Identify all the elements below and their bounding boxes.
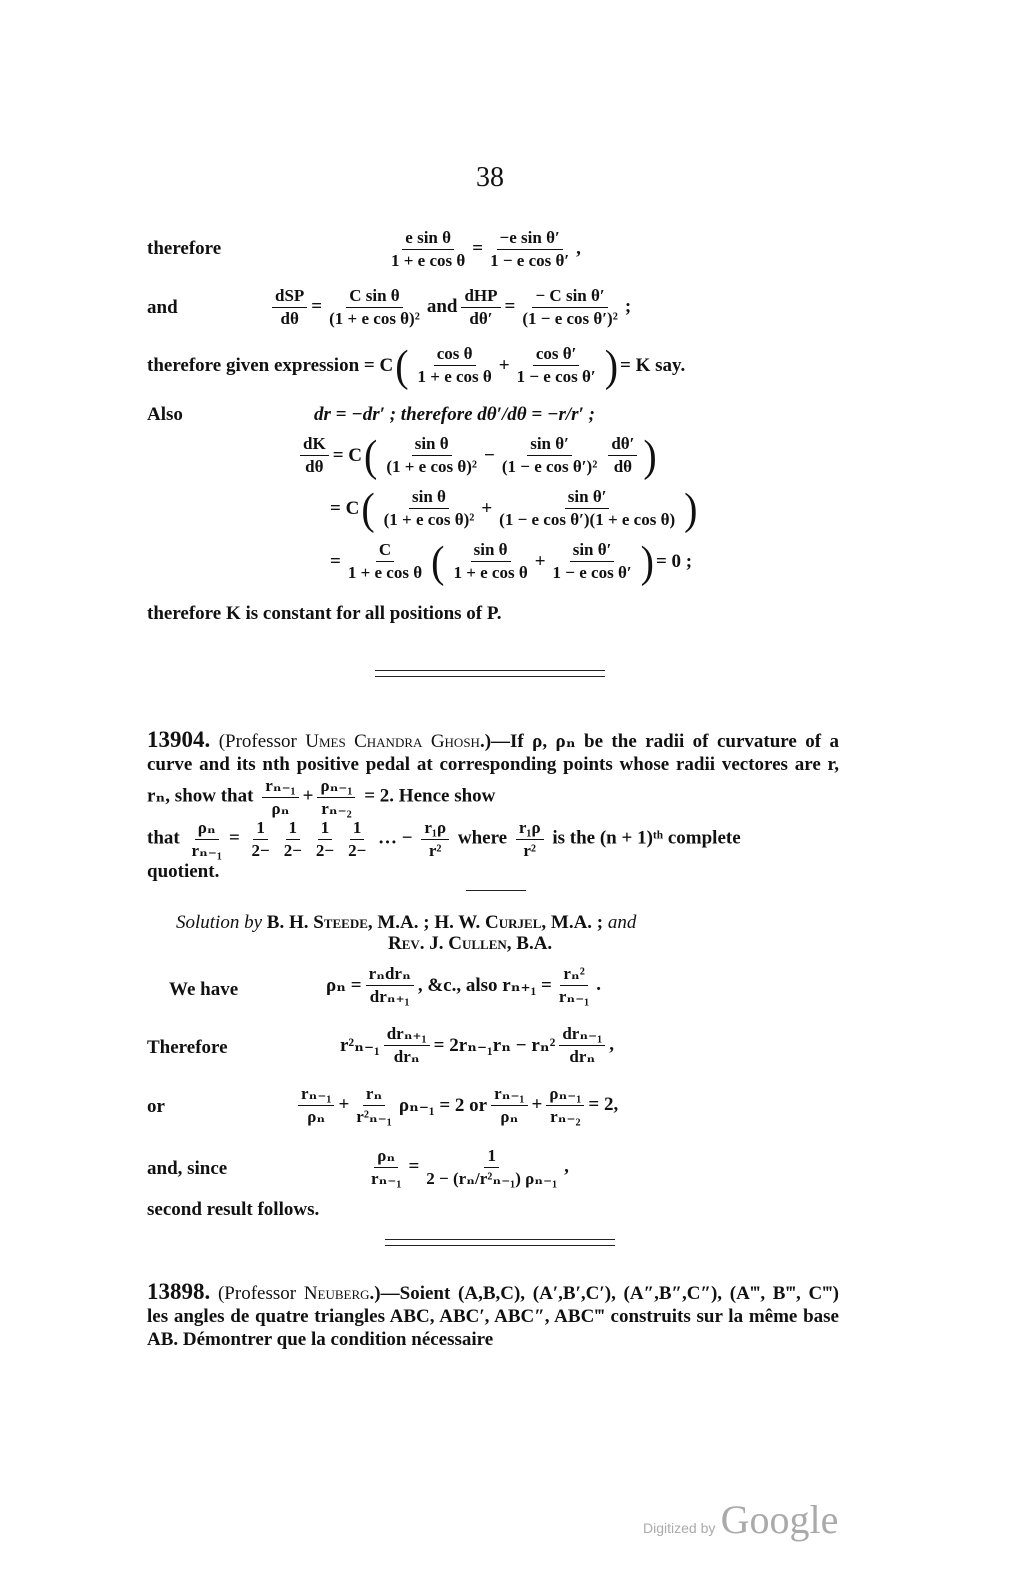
solvers-line2: Rev. J. Cullen, B.A. — [388, 933, 553, 954]
result: = 2, — [588, 1094, 619, 1116]
equation-5 — [296, 432, 659, 479]
lhs: ρₙ = — [326, 974, 362, 996]
conclusion: therefore K is constant for all positions of P. — [147, 603, 502, 624]
num: dSP — [272, 286, 307, 308]
solvers: B. H. Steede, M.A. ; H. W. Curjel, M.A. ; — [266, 912, 604, 933]
author-open: (Professor — [218, 731, 306, 752]
den: 1 − e cos θ′ — [552, 563, 632, 582]
label-also: Also — [147, 404, 183, 425]
label: Therefore — [147, 1037, 228, 1058]
den: r²ₙ₋₁ — [356, 1106, 392, 1126]
eq: = C — [332, 444, 362, 466]
equation-7 — [330, 538, 692, 585]
equation-3 — [147, 342, 685, 389]
num: rₙ² — [560, 964, 587, 986]
dots: … − — [378, 827, 413, 849]
punct: , — [564, 1156, 569, 1178]
section-divider — [385, 1239, 615, 1246]
num: r₁ρ — [516, 818, 544, 840]
label: therefore given expression = C — [147, 354, 394, 376]
author: Neuberg — [303, 1283, 370, 1304]
den: ρₙ — [500, 1106, 519, 1126]
eq: = — [330, 550, 341, 572]
plus: + — [534, 550, 546, 572]
text: is the (n + 1)ᵗʰ complete — [552, 827, 741, 849]
num: drₙ₋₁ — [559, 1024, 605, 1046]
num: −e sin θ′ — [497, 228, 563, 250]
eq: = — [228, 827, 240, 849]
den: 1 − e cos θ′ — [516, 367, 596, 386]
solution-conclusion: second result follows. — [147, 1199, 320, 1220]
google-logo: Google — [720, 1497, 839, 1542]
page-number: 38 — [476, 162, 504, 193]
den: ρₙ — [307, 1106, 326, 1126]
result: = 0 ; — [655, 550, 693, 572]
num: ρₙ₋₁ — [546, 1084, 584, 1106]
num: sin θ′ — [527, 434, 572, 456]
text: where — [457, 827, 508, 849]
eq: = — [472, 238, 484, 260]
punct: , — [609, 1034, 614, 1056]
num: C sin θ — [346, 286, 402, 308]
den: dθ — [613, 457, 633, 476]
num: rₙ₋₁ — [298, 1084, 334, 1106]
num: ρₙ₋₁ — [317, 776, 355, 798]
den: rₙ₋₁ — [191, 840, 222, 860]
result: = K say. — [620, 354, 686, 376]
and-word: and — [607, 912, 637, 933]
den: dθ — [305, 457, 324, 476]
section-divider — [375, 670, 605, 677]
num: rₙdrₙ — [366, 964, 414, 986]
plus: + — [302, 785, 314, 807]
solution-eq-4 — [364, 1146, 569, 1188]
plus: + — [338, 1094, 350, 1116]
den: rₙ₋₁ — [371, 1168, 402, 1188]
den: (1 − e cos θ′)² — [501, 457, 598, 476]
punct: . — [596, 974, 602, 996]
solution-eq-3 — [294, 1084, 618, 1126]
den: 1 + e cos θ — [417, 367, 492, 386]
num: 1 — [253, 818, 268, 840]
den: 1 + e cos θ — [391, 250, 466, 270]
watermark-prefix: Digitized by — [643, 1520, 716, 1536]
paren-open: ( — [361, 483, 375, 534]
paren-open: ( — [395, 340, 409, 391]
den: (1 + e cos θ)² — [383, 510, 475, 529]
den: r² — [428, 840, 442, 860]
question-number: 13904. — [147, 727, 211, 752]
question-13898 — [147, 1280, 839, 1351]
den: drₙ — [393, 1046, 420, 1066]
paren-close: ) — [640, 536, 654, 587]
num: cos θ — [434, 344, 476, 366]
num: ρₙ — [374, 1146, 398, 1168]
label-and: and — [147, 297, 178, 318]
den: (1 − e cos θ′)(1 + e cos θ) — [499, 510, 676, 529]
den: rₙ₋₂ — [550, 1106, 581, 1126]
num: cos θ′ — [533, 344, 580, 366]
paren-open: ( — [431, 536, 445, 587]
num: sin θ′ — [565, 487, 610, 509]
text: = 2. Hence show — [364, 785, 496, 807]
num: 1 — [484, 1146, 499, 1168]
den: 2− — [283, 840, 302, 860]
num: sin θ — [409, 487, 449, 509]
eq: = — [408, 1156, 420, 1178]
minus: − — [484, 444, 495, 466]
den: ρₙ — [271, 798, 290, 818]
equation-1 — [384, 228, 581, 270]
paren-close: ) — [604, 340, 619, 391]
num: 1 — [350, 818, 365, 840]
num: sin θ′ — [570, 540, 615, 562]
question-13904 — [147, 728, 839, 883]
num: e sin θ — [402, 228, 454, 250]
den: 2− — [251, 840, 270, 860]
num: 1 — [318, 818, 333, 840]
den: (1 − e cos θ′)² — [522, 308, 618, 328]
num: drₙ₊₁ — [384, 1024, 430, 1046]
punct: , — [576, 238, 581, 260]
paren-close: ) — [643, 430, 657, 481]
equation-2 — [268, 286, 631, 328]
num: sin θ — [412, 434, 452, 456]
num: rₙ₋₁ — [491, 1084, 527, 1106]
mid: ρₙ₋₁ = 2 or — [398, 1094, 488, 1116]
solution-credits — [176, 912, 636, 934]
den: r² — [523, 840, 537, 860]
den: 1 − e cos θ′ — [490, 250, 570, 270]
den: 2− — [315, 840, 335, 860]
text: quotient. — [147, 861, 220, 883]
solution-eq-2 — [340, 1024, 614, 1066]
num: r₁ρ — [421, 818, 449, 840]
label: and, since — [147, 1158, 228, 1179]
equation-4: dr = −dr′ ; therefore dθ′/dθ = −r/r′ ; — [314, 404, 595, 425]
den: rₙ₋₂ — [321, 798, 352, 818]
text: that — [147, 827, 180, 849]
num: dK — [300, 434, 329, 456]
eq: = — [504, 296, 516, 318]
plus: + — [481, 497, 493, 519]
den: rₙ₋₁ — [558, 986, 590, 1006]
question-text: .)—Soient (A,B,C), (A′,B′,C′), (A″,B″,C″), (A‴, B‴, C‴) les angles de quatre triangles ABC, ABC′, ABC″, ABC‴ construits sur la même base AB. Démontrer que la condition nécessaire — [147, 1283, 839, 1350]
num: 1 — [286, 818, 301, 840]
num: rₙ — [363, 1084, 385, 1106]
eq: = C — [330, 497, 360, 519]
den: (1 + e cos θ)² — [329, 308, 420, 328]
den: 2− — [348, 840, 367, 860]
author-open: (Professor — [217, 1283, 304, 1304]
punct: ; — [624, 296, 632, 318]
plus: + — [531, 1094, 543, 1116]
den: (1 + e cos θ)² — [386, 457, 478, 476]
num: rₙ₋₁ — [262, 776, 298, 798]
den: dθ — [280, 308, 299, 328]
and-word: and — [426, 296, 458, 318]
den: 1 + e cos θ — [453, 563, 528, 582]
short-divider — [466, 890, 526, 891]
mid: = 2rₙ₋₁rₙ − rₙ² — [433, 1034, 556, 1056]
question-number: 13898. — [147, 1279, 211, 1304]
num: dθ′ — [608, 434, 637, 456]
author: Umes Chandra Ghosh — [305, 731, 480, 752]
equation-6 — [330, 485, 699, 532]
num: − C sin θ′ — [532, 286, 607, 308]
den: 1 + e cos θ — [347, 563, 423, 582]
den: drₙ — [569, 1046, 596, 1066]
den: dθ′ — [469, 308, 493, 328]
den: drₙ₊₁ — [369, 986, 410, 1006]
num: ρₙ — [195, 818, 219, 840]
solution-eq-1 — [326, 964, 601, 1006]
num: C — [376, 540, 394, 562]
num: dHP — [461, 286, 500, 308]
paren-open: ( — [364, 430, 378, 481]
eq: = — [311, 296, 323, 318]
plus: + — [498, 354, 510, 376]
label-therefore: therefore — [147, 238, 222, 259]
lhs: r²ₙ₋₁ — [340, 1034, 380, 1056]
num: sin θ — [471, 540, 511, 562]
solution-by: Solution by — [176, 912, 263, 933]
label: We have — [169, 979, 239, 1000]
mid: , &c., also rₙ₊₁ = — [417, 974, 552, 996]
google-watermark — [643, 1496, 838, 1543]
question-text: .)—If ρ, ρₙ be the radii of curvature of a curve and its nth positive pedal at corresponding points whose radii vectores are r, rₙ, show that — [147, 731, 839, 807]
label: or — [147, 1096, 165, 1117]
den: 2 − (rₙ/r²ₙ₋₁) ρₙ₋₁ — [426, 1168, 558, 1188]
paren-close: ) — [684, 483, 698, 534]
